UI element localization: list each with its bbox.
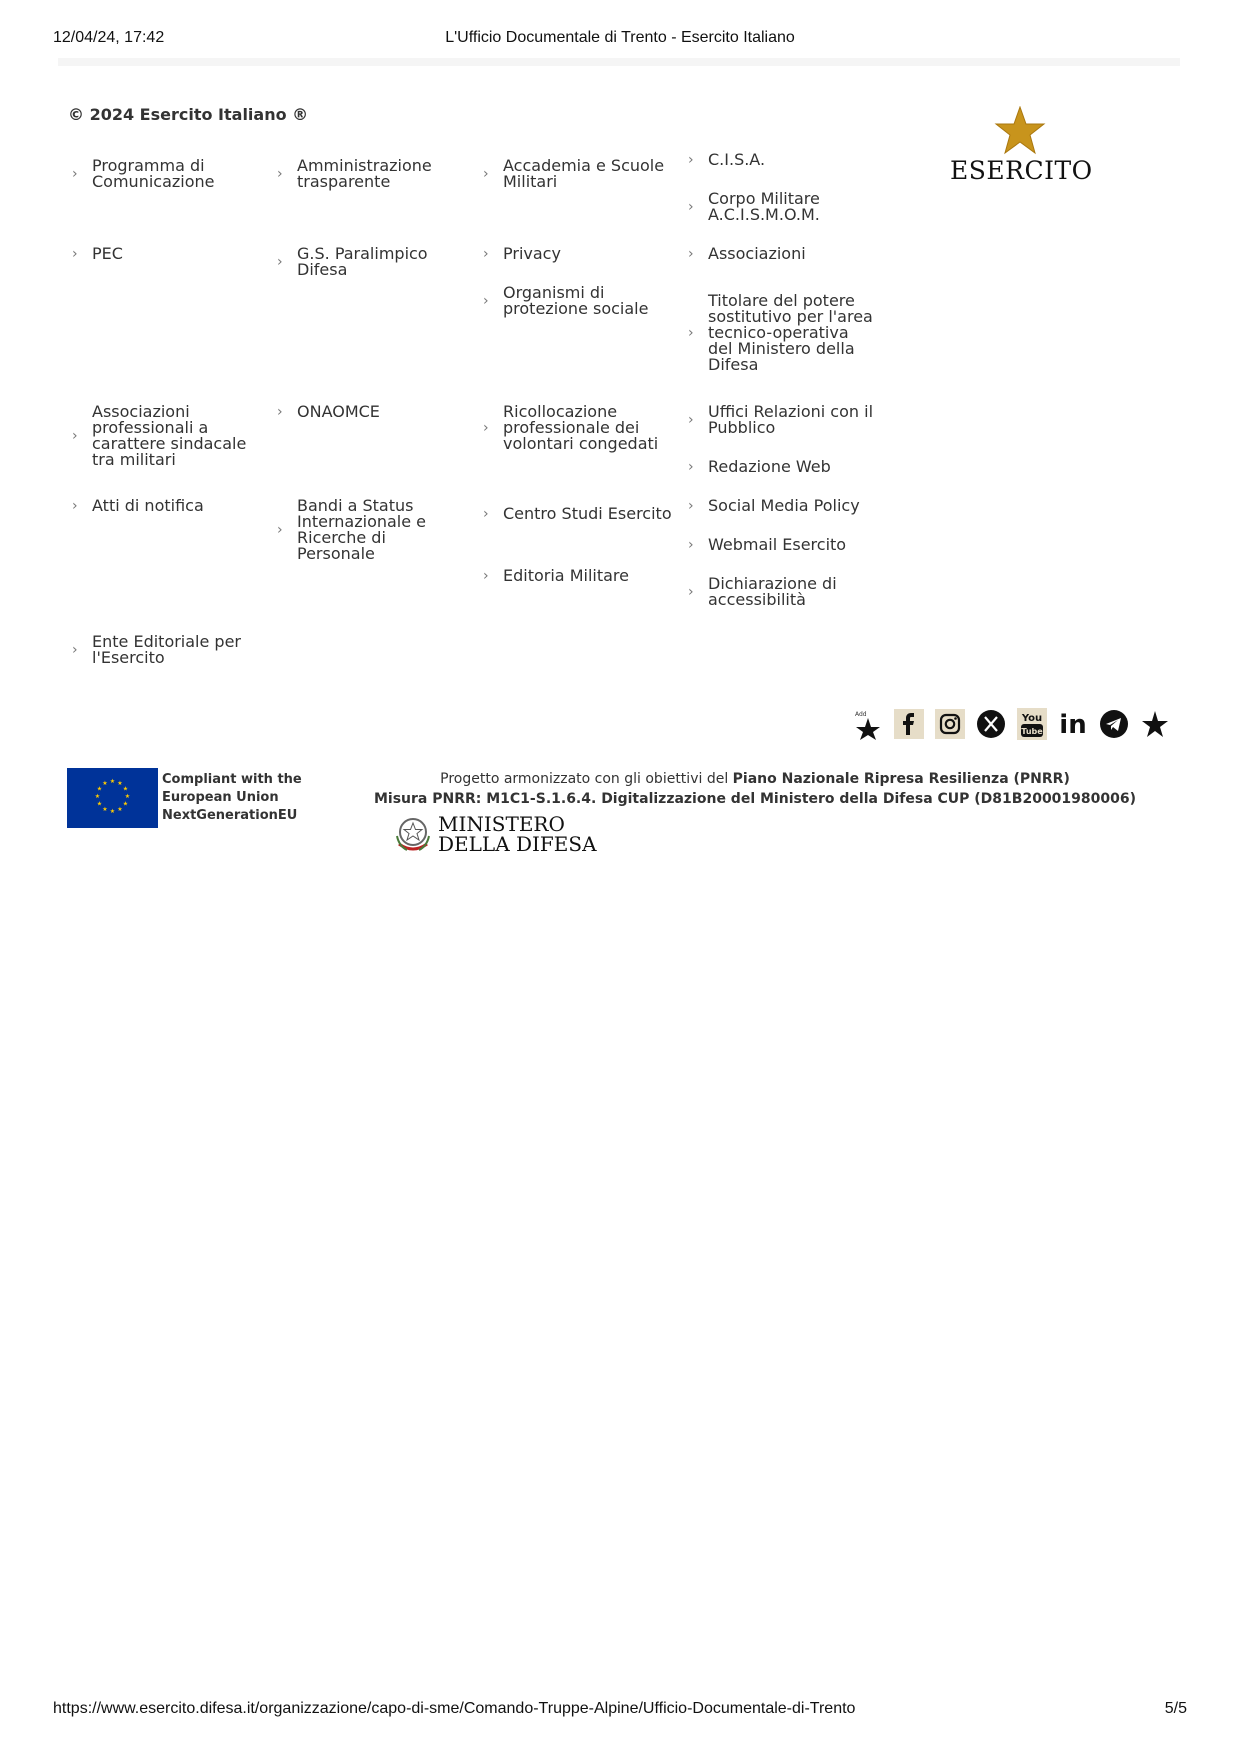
footer-link-webmail[interactable]: › Webmail Esercito xyxy=(688,535,847,554)
pnrr-notice xyxy=(355,769,1155,809)
svg-text:You: You xyxy=(1021,713,1043,724)
italian-republic-emblem-icon xyxy=(393,814,433,854)
svg-text:★: ★ xyxy=(122,800,129,808)
chevron-right-icon: › xyxy=(688,199,694,215)
facebook-icon[interactable] xyxy=(893,708,925,740)
chevron-right-icon: › xyxy=(72,642,78,658)
ministero-text: MINISTERO DELLA DIFESA xyxy=(438,812,597,856)
chevron-right-icon: › xyxy=(483,506,489,522)
chevron-right-icon: › xyxy=(483,568,489,584)
svg-text:★: ★ xyxy=(109,778,116,785)
pnrr-line2: Misura PNRR: M1C1-S.1.6.4. Digitalizzazione del Ministero della Difesa CUP (D81B20001980006) xyxy=(373,791,1137,807)
chevron-right-icon: › xyxy=(483,246,489,262)
linkedin-icon[interactable] xyxy=(1057,708,1089,740)
footer-link-associazioni[interactable]: › Associazioni xyxy=(688,244,806,263)
svg-text:Tube: Tube xyxy=(1021,727,1043,736)
footer-link-amministrazione-trasparente[interactable]: › Amministrazione trasparente xyxy=(277,156,432,191)
ministero-difesa-logo[interactable] xyxy=(393,812,613,856)
chevron-right-icon: › xyxy=(72,498,78,514)
footer-link-titolare-potere-sostitutivo[interactable]: › Titolare del potere sostitutivo per l'area tecnico-operativa del Ministero della Difesa xyxy=(688,291,873,374)
footer-link-corpo-militare-acismom[interactable]: › Corpo Militare A.C.I.S.M.O.M. xyxy=(688,189,820,224)
chevron-right-icon: › xyxy=(688,584,694,600)
footer-link-privacy[interactable]: › Privacy xyxy=(483,244,561,263)
chevron-right-icon: › xyxy=(688,412,694,428)
footer-link-onaomce[interactable]: › ONAOMCE xyxy=(277,402,380,421)
svg-text:★: ★ xyxy=(96,800,103,808)
chevron-right-icon: › xyxy=(277,522,283,538)
x-icon[interactable] xyxy=(975,708,1007,740)
footer-link-social-media-policy[interactable]: › Social Media Policy xyxy=(688,496,860,515)
footer-link-gs-paralimpico[interactable]: › G.S. Paralimpico Difesa xyxy=(277,244,428,279)
svg-text:★: ★ xyxy=(102,806,108,813)
footer-top-strip xyxy=(58,58,1180,66)
add-star-icon[interactable] xyxy=(852,708,884,740)
print-url: https://www.esercito.difesa.it/organizzazione/capo-di-sme/Comando-Truppe-Alpine/Ufficio-Documentale-di-Trento xyxy=(53,1700,856,1717)
svg-text:Add: Add xyxy=(855,711,867,718)
chevron-right-icon: › xyxy=(688,498,694,514)
svg-text:★: ★ xyxy=(124,793,131,800)
chevron-right-icon: › xyxy=(72,166,78,182)
chevron-right-icon: › xyxy=(688,459,694,475)
esercito-logo[interactable] xyxy=(950,106,1093,186)
footer-link-redazione-web[interactable]: › Redazione Web xyxy=(688,457,831,476)
footer-link-editoria-militare[interactable]: › Editoria Militare xyxy=(483,566,629,585)
gold-star-icon xyxy=(994,106,1046,156)
print-header xyxy=(53,29,1187,51)
svg-text:in: in xyxy=(1059,710,1087,739)
print-page-title: L'Ufficio Documentale di Trento - Esercito Italiano xyxy=(445,29,795,46)
svg-text:★: ★ xyxy=(102,780,108,787)
chevron-right-icon: › xyxy=(277,254,283,270)
svg-text:★: ★ xyxy=(117,806,123,813)
footer-link-accademia-scuole[interactable]: › Accademia e Scuole Militari xyxy=(483,156,665,191)
star-icon[interactable] xyxy=(1139,708,1171,740)
footer-link-urp[interactable]: › Uffici Relazioni con il Pubblico xyxy=(688,402,874,437)
footer-link-ricollocazione-professionale[interactable]: › Ricollocazione professionale dei volontari congedati xyxy=(483,402,659,453)
chevron-right-icon: › xyxy=(688,325,694,341)
footer-link-organismi-protezione[interactable]: › Organismi di protezione sociale xyxy=(483,283,649,318)
chevron-right-icon: › xyxy=(688,152,694,168)
instagram-icon[interactable] xyxy=(934,708,966,740)
pnrr-line1-prefix: Progetto armonizzato con gli obiettivi del xyxy=(440,771,733,787)
pnrr-line1-bold: Piano Nazionale Ripresa Resilienza (PNRR) xyxy=(732,771,1070,787)
svg-text:★: ★ xyxy=(122,785,129,793)
chevron-right-icon: › xyxy=(277,166,283,182)
footer-links-column-1 xyxy=(72,152,262,666)
chevron-right-icon: › xyxy=(483,166,489,182)
footer-link-centro-studi[interactable]: › Centro Studi Esercito xyxy=(483,504,672,523)
footer-link-bandi-status-internazionale[interactable]: › Bandi a Status Internazionale e Ricerche di Personale xyxy=(277,496,427,563)
footer-link-dichiarazione-accessibilita[interactable]: › Dichiarazione di accessibilità xyxy=(688,574,837,609)
footer-link-ente-editoriale[interactable]: › Ente Editoriale per l'Esercito xyxy=(72,632,242,667)
chevron-right-icon: › xyxy=(483,293,489,309)
print-page-number: 5/5 xyxy=(1164,1700,1187,1717)
svg-text:★: ★ xyxy=(94,793,101,800)
social-links xyxy=(852,707,1171,741)
copyright-text: © 2024 Esercito Italiano ® xyxy=(68,105,309,124)
telegram-icon[interactable] xyxy=(1098,708,1130,740)
chevron-right-icon: › xyxy=(483,420,489,436)
footer-link-atti-notifica[interactable]: › Atti di notifica xyxy=(72,496,204,515)
footer-link-cisa[interactable]: › C.I.S.A. xyxy=(688,150,766,169)
svg-text:★: ★ xyxy=(96,785,103,793)
chevron-right-icon: › xyxy=(688,246,694,262)
footer-link-programma-comunicazione[interactable]: › Programma di Comunicazione xyxy=(72,156,215,191)
svg-text:★: ★ xyxy=(109,808,116,815)
footer-links-column-2 xyxy=(277,152,467,562)
chevron-right-icon: › xyxy=(688,537,694,553)
footer-links-column-3 xyxy=(483,152,673,584)
youtube-icon[interactable] xyxy=(1016,708,1048,740)
chevron-right-icon: › xyxy=(72,246,78,262)
chevron-right-icon: › xyxy=(72,428,78,444)
svg-text:★: ★ xyxy=(117,780,123,787)
print-date: 12/04/24, 17:42 xyxy=(53,29,165,46)
esercito-wordmark: ESERCITO xyxy=(950,156,1093,185)
footer-links-column-4 xyxy=(688,152,878,608)
chevron-right-icon: › xyxy=(277,404,283,420)
footer-link-associazioni-professionali[interactable]: › Associazioni professionali a carattere sindacale tra militari xyxy=(72,402,247,469)
print-footer xyxy=(53,1700,1187,1722)
eu-flag xyxy=(67,768,158,828)
eu-compliance-text: Compliant with the European Union NextGenerationEU xyxy=(162,772,302,823)
footer-link-pec[interactable]: › PEC xyxy=(72,244,123,263)
